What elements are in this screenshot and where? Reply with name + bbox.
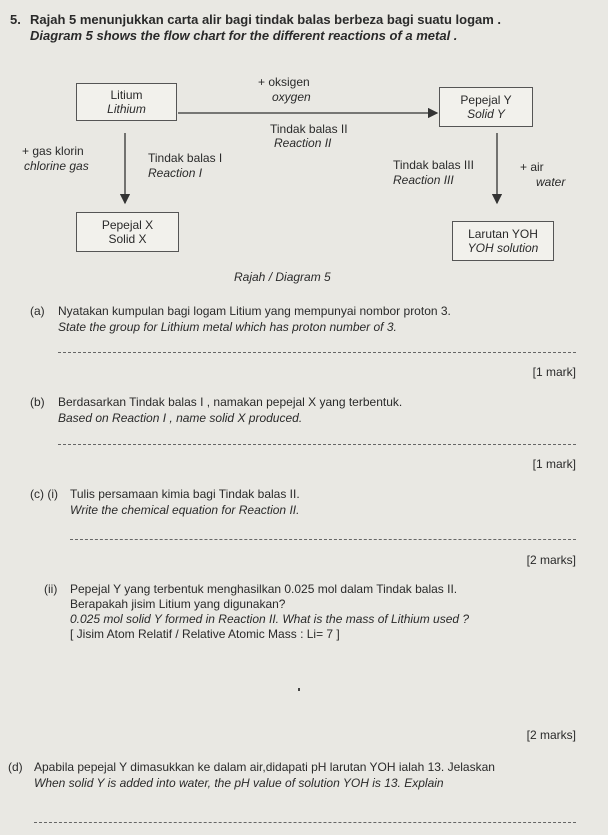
part-d-label: (d) <box>8 760 23 774</box>
box-yoh-solution <box>452 221 554 261</box>
pencil-mark <box>298 688 300 691</box>
box-solid-y-english: Solid Y <box>467 107 505 121</box>
part-c-ii-relative-atomic-mass: [ Jisim Atom Relatif / Relative Atomic Mass : Li= 7 ] <box>70 627 340 641</box>
part-a-english: State the group for Lithium metal which has proton number of 3. <box>58 320 397 334</box>
box-lithium <box>76 83 177 121</box>
part-a-label: (a) <box>30 304 45 318</box>
box-solid-x-english: Solid X <box>108 232 147 246</box>
label-oxygen-english: oxygen <box>272 90 311 104</box>
part-c-ii-malay-1: Pepejal Y yang terbentuk menghasilkan 0.025 mol dalam Tindak balas II. <box>70 582 458 596</box>
box-lithium-malay: Litium <box>110 88 143 102</box>
part-c-i-label: (c) (i) <box>30 487 58 501</box>
part-b-marks: [1 mark] <box>532 457 576 471</box>
box-yoh-english: YOH solution <box>467 241 539 255</box>
label-reaction2-english: Reaction II <box>274 136 332 150</box>
label-reaction3-english: Reaction III <box>393 173 454 187</box>
label-water-malay: + air <box>520 160 544 174</box>
intro-english: Diagram 5 shows the flow chart for the different reactions of a metal . <box>30 28 458 43</box>
part-d-english: When solid Y is added into water, the pH value of solution YOH is 13. Explain <box>34 776 444 790</box>
part-c-ii-marks: [2 marks] <box>526 728 576 742</box>
part-b-malay: Berdasarkan Tindak balas I , namakan pepejal X yang terbentuk. <box>58 395 403 409</box>
part-d-malay: Apabila pepejal Y dimasukkan ke dalam air,didapati pH larutan YOH ialah 13. Jelaskan <box>34 760 495 774</box>
part-c-i-malay: Tulis persamaan kimia bagi Tindak balas II. <box>70 487 300 501</box>
part-c-i-marks: [2 marks] <box>526 553 576 567</box>
intro-malay: Rajah 5 menunjukkan carta alir bagi tindak balas berbeza bagi suatu logam . <box>30 12 502 27</box>
diagram-caption: Rajah / Diagram 5 <box>234 270 331 284</box>
answer-line-d[interactable] <box>34 822 576 823</box>
part-b-label: (b) <box>30 395 45 409</box>
box-solid-x-malay: Pepejal X <box>101 218 154 232</box>
label-chlorine-malay: + gas klorin <box>22 144 84 158</box>
label-chlorine-english: chlorine gas <box>24 159 89 173</box>
box-solid-y <box>439 87 533 127</box>
box-solid-y-malay: Pepejal Y <box>460 93 512 107</box>
part-c-ii-malay-2: Berapakah jisim Litium yang digunakan? <box>70 597 286 611</box>
box-yoh-malay: Larutan YOH <box>468 227 538 241</box>
question-number: 5. <box>10 12 21 27</box>
part-c-ii-english: 0.025 mol solid Y formed in Reaction II. What is the mass of Lithium used ? <box>70 612 470 626</box>
box-lithium-english: Lithium <box>107 102 146 116</box>
answer-line-b[interactable] <box>58 444 576 445</box>
answer-line-a[interactable] <box>58 352 576 353</box>
label-reaction2-malay: Tindak balas II <box>270 122 348 136</box>
part-b-english: Based on Reaction I , name solid X produced. <box>58 411 303 425</box>
label-water-english: water <box>536 175 566 189</box>
label-reaction1-english: Reaction I <box>148 166 203 180</box>
part-a-marks: [1 mark] <box>532 365 576 379</box>
label-oxygen-malay: + oksigen <box>258 75 310 89</box>
box-solid-x <box>76 212 179 252</box>
part-c-ii-label: (ii) <box>44 582 58 596</box>
answer-line-c-i[interactable] <box>70 539 576 540</box>
part-c-i-english: Write the chemical equation for Reaction II. <box>70 503 300 517</box>
part-a-malay: Nyatakan kumpulan bagi logam Litium yang mempunyai nombor proton 3. <box>58 304 451 318</box>
label-reaction1-malay: Tindak balas I <box>148 151 223 165</box>
label-reaction3-malay: Tindak balas III <box>393 158 474 172</box>
